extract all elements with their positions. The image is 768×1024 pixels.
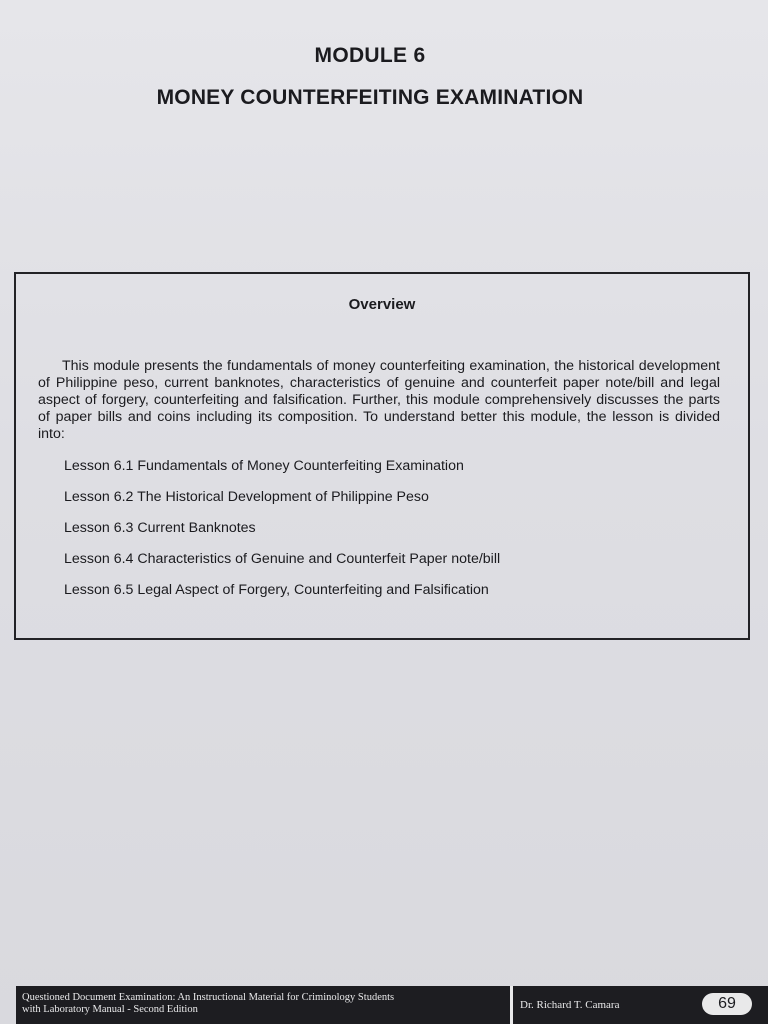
overview-heading: Overview [348, 296, 416, 313]
lesson-item: Lesson 6.4 Characteristics of Genuine and Counterfeit Paper note/bill [64, 551, 501, 567]
lesson-item: Lesson 6.2 The Historical Development of Philippine Peso [64, 489, 429, 505]
overview-box [14, 272, 750, 640]
footer-book-title [22, 992, 502, 1016]
page-footer [16, 986, 768, 1024]
footer-divider [510, 986, 513, 1024]
footer-author: Dr. Richard T. Camara [520, 999, 620, 1011]
lesson-item: Lesson 6.5 Legal Aspect of Forgery, Counterfeiting and Falsification [64, 582, 489, 598]
lesson-item: Lesson 6.3 Current Banknotes [64, 520, 256, 536]
footer-book-title-line2: with Laboratory Manual - Second Edition [22, 1004, 198, 1015]
lesson-item: Lesson 6.1 Fundamentals of Money Counterfeiting Examination [64, 458, 464, 474]
footer-book-title-line1: Questioned Document Examination: An Instructional Material for Criminology Students [22, 992, 395, 1003]
module-title: MONEY COUNTERFEITING EXAMINATION [156, 86, 584, 109]
module-number: MODULE 6 [314, 44, 426, 67]
lesson-list [64, 458, 500, 613]
page-number: 69 [702, 993, 752, 1015]
overview-paragraph: This module presents the fundamentals of money counterfeiting examination, the historical development of Philippine peso, current banknotes, characteristics of genuine and counterfeit paper note/bill and legal aspect of forgery, counterfeiting and falsification. Further, this module comprehensively discusses the parts of paper bills and coins including its composition. To understand better this module, the lesson is divided into: [38, 358, 720, 442]
